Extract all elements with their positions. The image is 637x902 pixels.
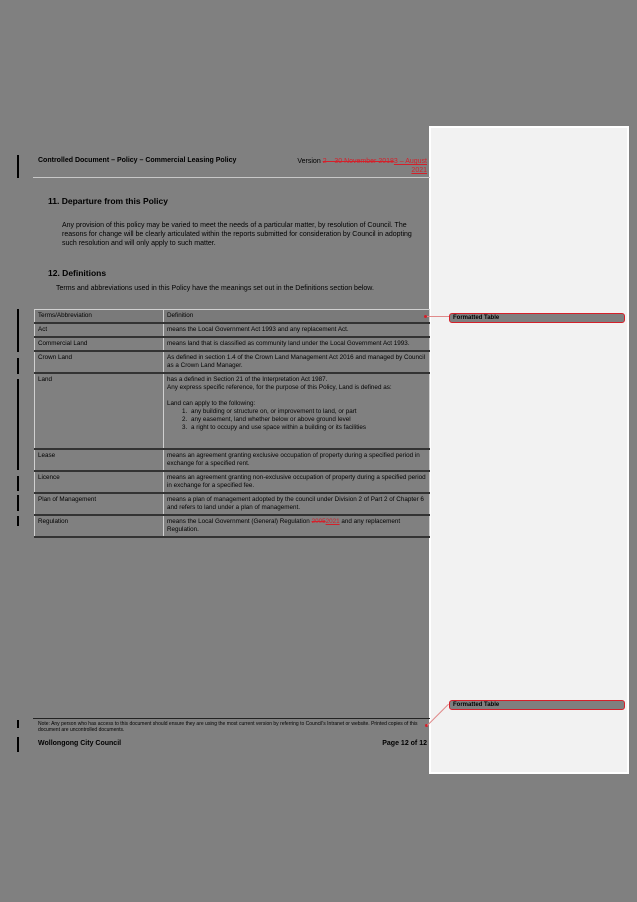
version-deleted: 2 – 30 November 2018: [322, 158, 394, 165]
term-cell: Commercial Land: [35, 337, 164, 351]
footer-note: Note: Any person who has access to this document should ensure they are using the most current version by referring to Council's Intranet or website. Printed copies of this document are uncontrolled documents.: [38, 721, 418, 733]
list-item: 3. a right to occupy and use space within a building or its facilities: [189, 424, 426, 432]
footer-rule: [33, 718, 430, 719]
definition-cell: means an agreement granting exclusive occupation of property during a specified period in exchange for a specified rent.: [164, 449, 430, 471]
definition-cell: [164, 373, 430, 449]
definition-line: Land can apply to the following:: [167, 400, 256, 407]
definition-cell: means an agreement granting non-exclusive occupation of property during a specified period in exchange for a specified fee.: [164, 471, 430, 493]
section-12-body: Terms and abbreviations used in this Policy have the meanings set out in the Definitions section below.: [56, 285, 374, 292]
version-label: Version: [297, 158, 321, 165]
change-bar: [17, 379, 19, 470]
section-11-body: Any provision of this policy may be varied to meet the needs of a particular matter, by resolution of Council. The reasons for change will be clearly articulated within the reports submitted for consideration by Council in adopting such resolution and will only apply to such matter.: [62, 222, 412, 247]
term-cell: Land: [35, 373, 164, 449]
definition-line: Any express specific reference, for the purpose of this Policy, Land is defined as:: [167, 384, 392, 391]
term-cell: Act: [35, 323, 164, 337]
column-header-term: Terms/Abbreviation: [35, 310, 164, 324]
table-row: [35, 449, 430, 471]
definitions-table: [34, 309, 430, 538]
definition-text: and any replacement Regulation.: [167, 518, 401, 533]
change-bar: [17, 309, 19, 352]
definition-cell: means land that is classified as community land under the Local Government Act 1993.: [164, 337, 430, 351]
change-bar: [17, 495, 19, 511]
header-version: [290, 157, 427, 175]
term-cell: Crown Land: [35, 351, 164, 373]
markup-pane: [429, 126, 629, 774]
table-row: [35, 471, 430, 493]
definition-cell: means a plan of management adopted by the council under Division 2 of Part 2 of Chapter 6 and refers to land under a plan of management.: [164, 493, 430, 515]
formatted-table-balloon[interactable]: Formatted Table: [449, 700, 625, 710]
table-row: [35, 515, 430, 537]
term-cell: Licence: [35, 471, 164, 493]
header-rule: [33, 177, 430, 178]
term-cell: Regulation: [35, 515, 164, 537]
definition-cell: [164, 515, 430, 537]
term-cell: Lease: [35, 449, 164, 471]
change-bar: [17, 358, 19, 374]
inserted-revision: 2021: [325, 518, 340, 525]
balloon-connector: [427, 316, 449, 317]
definition-cell: As defined in section 1.4 of the Crown Land Management Act 2016 and managed by Council as a Crown Land Manager.: [164, 351, 430, 373]
change-bar: [17, 720, 19, 728]
list-item: 1. any building or structure on, or improvement to land, or part: [189, 408, 426, 416]
section-11-heading: 11. Departure from this Policy: [48, 196, 168, 206]
land-list: [167, 408, 426, 432]
formatted-table-balloon[interactable]: Formatted Table: [449, 313, 625, 323]
definition-line: has a defined in Section 21 of the Interpretation Act 1987.: [167, 376, 328, 383]
table-row: [35, 493, 430, 515]
column-header-definition: Definition: [164, 310, 430, 324]
table-row: [35, 323, 430, 337]
footer-organisation: Wollongong City Council: [38, 740, 122, 747]
table-row: [35, 337, 430, 351]
term-cell: Plan of Management: [35, 493, 164, 515]
change-bar: [17, 516, 19, 526]
definition-text: means the Local Government (General) Regulation: [167, 518, 310, 525]
list-item: 2. any easement, land whether below or above ground level: [189, 416, 426, 424]
deleted-revision: 2005: [311, 518, 326, 525]
header-document-title: Controlled Document – Policy – Commercial Leasing Policy: [38, 157, 237, 164]
change-bar: [17, 155, 19, 178]
table-header-row: [35, 310, 430, 324]
section-12-heading: 12. Definitions: [48, 268, 107, 278]
footer-page-number: Page 12 of 12: [382, 740, 427, 747]
table-row: [35, 351, 430, 373]
table-row: [35, 373, 430, 449]
version-inserted: 3 – August 2021: [393, 158, 427, 174]
definition-cell: means the Local Government Act 1993 and any replacement Act.: [164, 323, 430, 337]
change-bar: [17, 476, 19, 491]
change-bar: [17, 737, 19, 752]
